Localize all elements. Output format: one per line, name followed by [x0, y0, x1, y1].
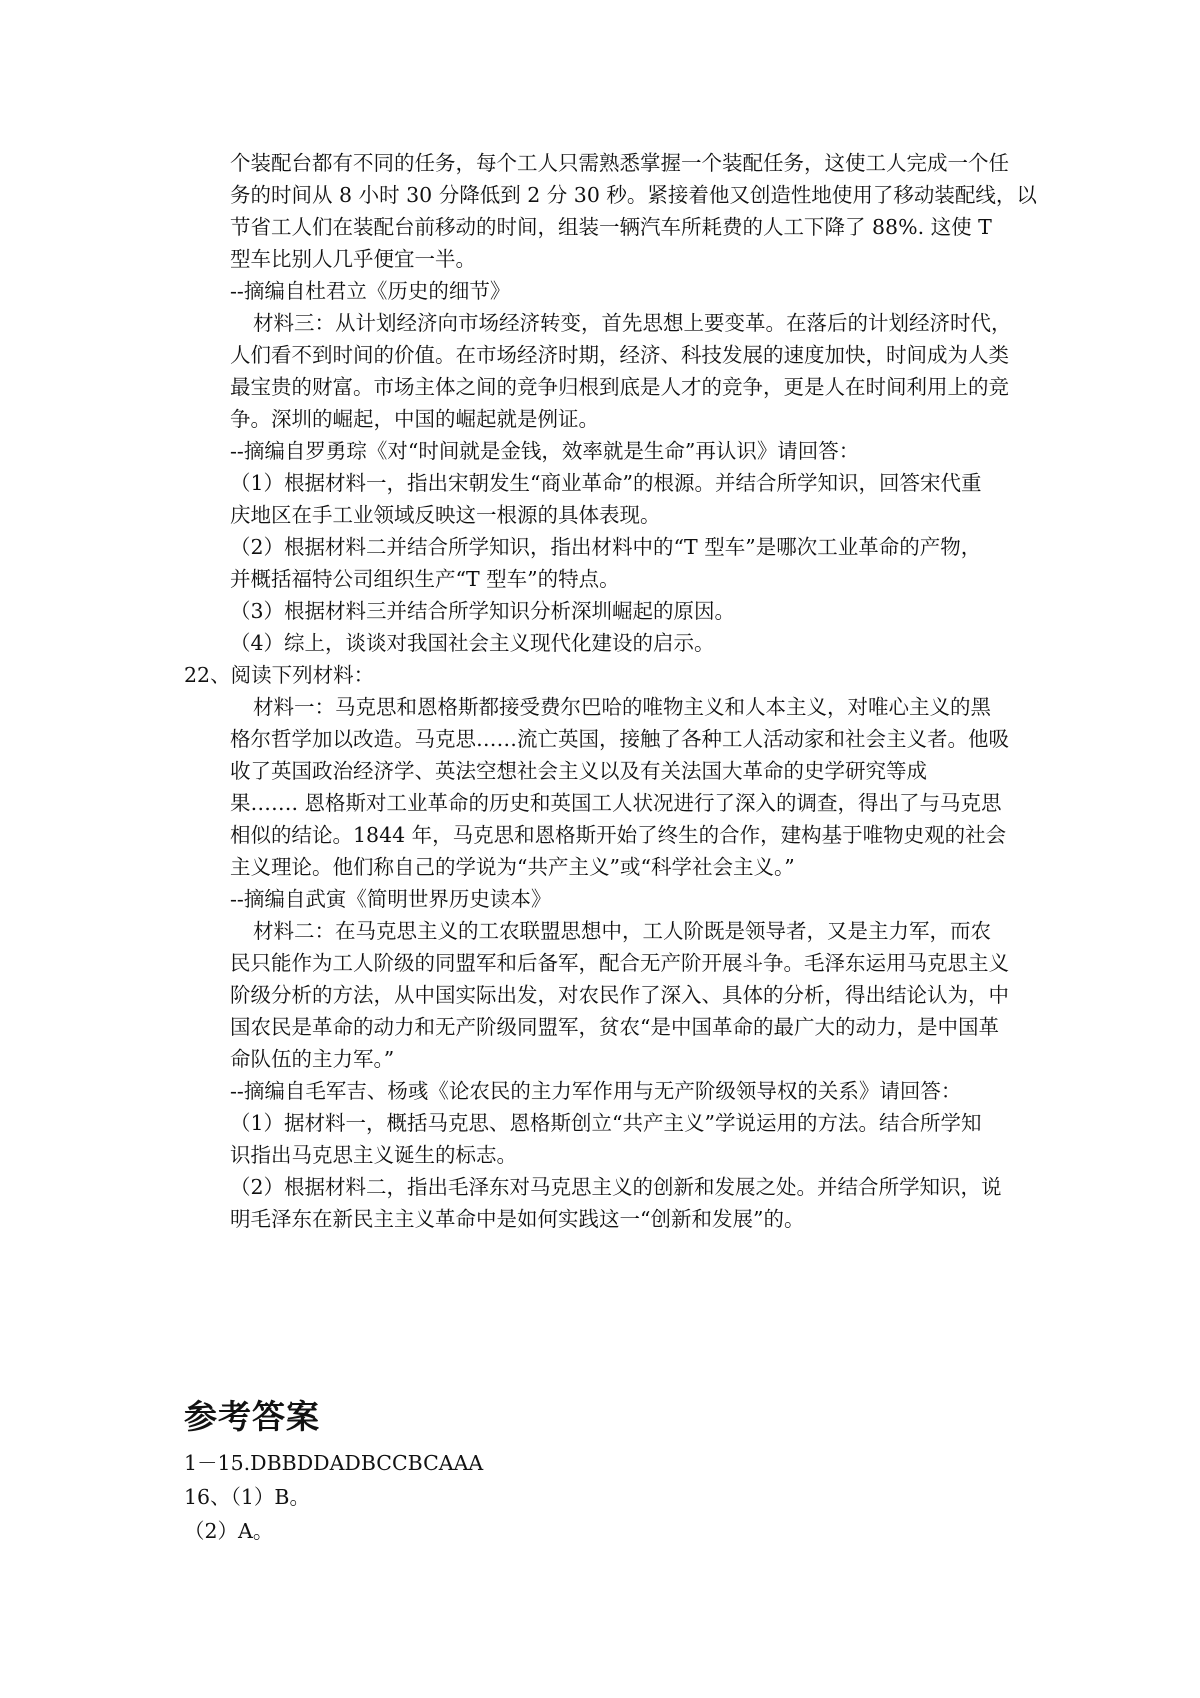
sub-question-line: （3）根据材料三并结合所学知识分析深圳崛起的原因。	[230, 599, 736, 623]
answer-line: （2）A。	[184, 1519, 274, 1543]
sub-question-line: 庆地区在手工业领域反映这一根源的具体表现。	[230, 503, 661, 527]
material-2-line: 节省工人们在装配台前移动的时间，组装一辆汽车所耗费的人工下降了 88%. 这使 T	[230, 215, 992, 239]
sub-question-line: （2）根据材料二，指出毛泽东对马克思主义的创新和发展之处。并结合所学知识，说	[230, 1175, 1002, 1199]
material-2-source: --摘编自毛军吉、杨彧《论农民的主力军作用与无产阶级领导权的关系》请回答：	[230, 1079, 962, 1103]
sub-question-line: 明毛泽东在新民主主义革命中是如何实践这一“创新和发展”的。	[230, 1207, 805, 1231]
material-1-line: 相似的结论。1844 年，马克思和恩格斯开始了终生的合作，建构基于唯物史观的社会	[230, 823, 1007, 847]
sub-question-line: （1）根据材料一，指出宋朝发生“商业革命”的根源。并结合所学知识，回答宋代重	[230, 471, 982, 495]
material-1-line: 材料一：马克思和恩格斯都接受费尔巴哈的唯物主义和人本主义，对唯心主义的黑	[253, 695, 991, 719]
material-3-line: 争。深圳的崛起，中国的崛起就是例证。	[230, 407, 599, 431]
sub-question-line: （1）据材料一，概括马克思、恩格斯创立“共产主义”学说运用的方法。结合所学知	[230, 1111, 982, 1135]
material-3-line: 材料三：从计划经济向市场经济转变，首先思想上要变革。在落后的计划经济时代，	[253, 311, 1012, 335]
sub-question-line: （2）根据材料二并结合所学知识，指出材料中的“T 型车”是哪次工业革命的产物，	[230, 535, 982, 559]
material-2-line: 阶级分析的方法，从中国实际出发，对农民作了深入、具体的分析，得出结论认为，中	[230, 983, 1009, 1007]
material-1-line: 收了英国政治经济学、英法空想社会主义以及有关法国大革命的史学研究等成	[230, 759, 927, 783]
material-1-line: 格尔哲学加以改造。马克思……流亡英国，接触了各种工人活动家和社会主义者。他吸	[230, 727, 1009, 751]
material-1-line: 果……. 恩格斯对工业革命的历史和英国工人状况进行了深入的调查，得出了与马克思	[230, 791, 1002, 815]
material-1-source: --摘编自武寅《简明世界历史读本》	[230, 887, 552, 911]
material-2-line: 个装配台都有不同的任务，每个工人只需熟悉掌握一个装配任务，这使工人完成一个任	[230, 151, 1009, 175]
sub-question-line: 并概括福特公司组织生产“T 型车”的特点。	[230, 567, 620, 591]
sub-question-line: （4）综上，谈谈对我国社会主义现代化建设的启示。	[230, 631, 715, 655]
answer-line: 16、（1）B。	[184, 1485, 310, 1509]
material-1-line: 主义理论。他们称自己的学说为“共产主义”或“科学社会主义。”	[230, 855, 795, 879]
material-2-line: 型车比别人几乎便宜一半。	[230, 247, 476, 271]
material-2-source: --摘编自杜君立《历史的细节》	[230, 279, 511, 303]
material-2-line: 材料二：在马克思主义的工农联盟思想中，工人阶既是领导者，又是主力军，而农	[253, 919, 991, 943]
material-3-source: --摘编自罗勇琮《对“时间就是金钱，效率就是生命”再认识》请回答：	[230, 439, 860, 463]
material-3-line: 最宝贵的财富。市场主体之间的竞争归根到底是人才的竞争，更是人在时间利用上的竞	[230, 375, 1009, 399]
question-22-heading: 22、阅读下列材料：	[184, 663, 375, 687]
material-2-line: 命队伍的主力军。”	[230, 1047, 395, 1071]
answer-line: 1－15.DBBDDADBCCBCAAA	[184, 1451, 484, 1475]
sub-question-line: 识指出马克思主义诞生的标志。	[230, 1143, 517, 1167]
material-2-line: 务的时间从 8 小时 30 分降低到 2 分 30 秒。紧接着他又创造性地使用了移动装配线，以	[230, 183, 1037, 207]
material-2-line: 国农民是革命的动力和无产阶级同盟军，贫农“是中国革命的最广大的动力，是中国革	[230, 1015, 999, 1039]
material-3-line: 人们看不到时间的价值。在市场经济时期，经济、科技发展的速度加快，时间成为人类	[230, 343, 1009, 367]
answer-title: 参考答案	[184, 1397, 320, 1436]
material-2-line: 民只能作为工人阶级的同盟军和后备军，配合无产阶开展斗争。毛泽东运用马克思主义	[230, 951, 1009, 975]
